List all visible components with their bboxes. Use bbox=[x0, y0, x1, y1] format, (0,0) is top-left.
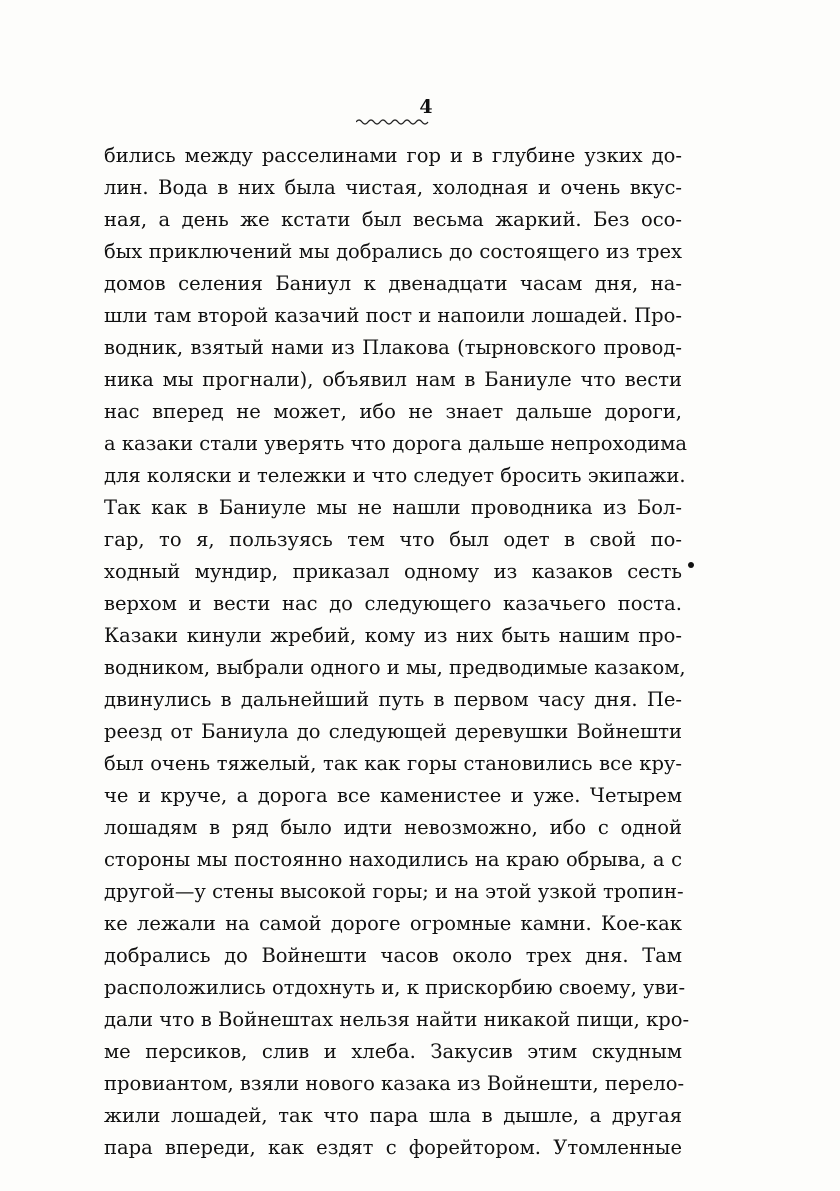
text-line: домов селения Баниул к двенадцати часам дня, на- bbox=[104, 272, 682, 295]
text-line: че и круче, а дорога все каменистее и уже. Четырем bbox=[104, 784, 682, 807]
text-line: ке лежали на самой дороге огромные камни. Кое-как bbox=[104, 912, 682, 935]
text-line: Так как в Баниуле мы не нашли проводника из Бол- bbox=[104, 496, 682, 519]
text-line: пара впереди, как ездят с форейтором. Утомленные bbox=[104, 1136, 682, 1159]
text-line: нас вперед не может, ибо не знает дальше дороги, bbox=[104, 400, 682, 423]
text-line: водником, выбрали одного и мы, предводимые казаком, bbox=[104, 656, 686, 679]
text-line: дали что в Войнештах нельзя найти никакой пищи, кро- bbox=[104, 1008, 690, 1031]
text-line: верхом и вести нас до следующего казачьего поста. bbox=[104, 592, 682, 615]
text-line: бились между расселинами гор и в глубине узких до- bbox=[104, 144, 682, 167]
text-line: был очень тяжелый, так как горы становились все кру- bbox=[104, 752, 682, 775]
text-line: для коляски и тележки и что следует бросить экипажи. bbox=[104, 464, 686, 487]
text-line: шли там второй казачий пост и напоили лошадей. Про- bbox=[104, 304, 682, 327]
text-line: стороны мы постоянно находились на краю обрыва, а с bbox=[104, 848, 682, 871]
text-line: провиантом, взяли нового казака из Войнешти, перело- bbox=[104, 1072, 685, 1095]
ornament-divider bbox=[356, 118, 430, 126]
text-line: расположились отдохнуть и, к прискорбию своему, уви- bbox=[104, 976, 686, 999]
text-line: ника мы прогнали), объявил нам в Баниуле что вести bbox=[104, 368, 682, 391]
text-line: ме персиков, слив и хлеба. Закусив этим скудным bbox=[104, 1040, 682, 1063]
margin-mark bbox=[688, 562, 694, 568]
text-line: ходный мундир, приказал одному из казаков сесть bbox=[104, 560, 682, 583]
text-line: а казаки стали уверять что дорога дальше непроходима bbox=[104, 432, 688, 455]
text-line: Казаки кинули жребий, кому из них быть нашим про- bbox=[104, 624, 682, 647]
text-line: другой—у стены высокой горы; и на этой узкой тропин- bbox=[104, 880, 684, 903]
text-line: бых приключений мы добрались до состоящего из трех bbox=[104, 240, 682, 263]
text-line: водник, взятый нами из Плакова (тырновского провод- bbox=[104, 336, 682, 359]
text-line: ная, а день же кстати был весьма жаркий. Без осо- bbox=[104, 208, 682, 231]
text-line: добрались до Войнешти часов около трех дня. Там bbox=[104, 944, 682, 967]
text-line: двинулись в дальнейший путь в первом часу дня. Пе- bbox=[104, 688, 682, 711]
text-line: реезд от Баниула до следующей деревушки Войнешти bbox=[104, 720, 682, 743]
body-text bbox=[104, 140, 690, 1164]
text-line: лин. Вода в них была чистая, холодная и очень вкус- bbox=[104, 176, 682, 199]
text-line: лошадям в ряд было идти невозможно, ибо с одной bbox=[104, 816, 682, 839]
text-line: гар, то я, пользуясь тем что был одет в свой по- bbox=[104, 528, 682, 551]
page-number: 4 bbox=[419, 96, 433, 118]
text-line: жили лошадей, так что пара шла в дышле, а другая bbox=[104, 1104, 682, 1127]
